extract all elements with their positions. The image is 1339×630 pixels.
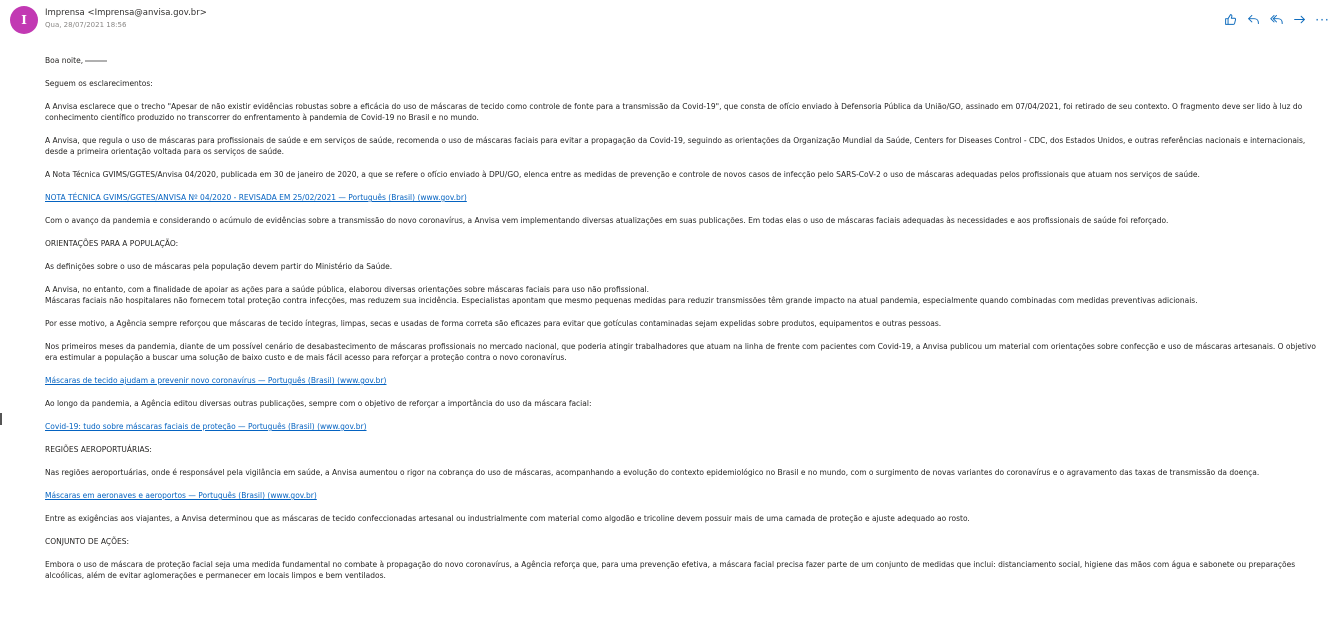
reply-button[interactable] <box>1245 11 1262 28</box>
heading-aeroportuarias: REGIÕES AEROPORTUÁRIAS: <box>45 445 152 454</box>
link-4-container <box>45 490 1328 501</box>
paragraph-6a: A Anvisa, no entanto, com a finalidade de apoiar as ações para a saúde pública, elaborou diversas orientações sobre máscaras faciais para uso não profissional. <box>45 285 650 294</box>
paragraph-9: Ao longo da pandemia, a Agência editou diversas outras publicações, sempre com o objetivo de reforçar a importância do uso da máscara facial: <box>45 399 592 408</box>
more-actions-button[interactable]: ··· <box>1315 12 1330 27</box>
link-aeronaves[interactable]: Máscaras em aeronaves e aeroportos — Português (Brasil) (www.gov.br) <box>45 491 317 500</box>
greeting-line <box>45 55 1328 66</box>
like-button[interactable] <box>1222 11 1239 28</box>
email-body <box>45 55 1328 593</box>
forward-icon <box>1293 13 1306 26</box>
paragraph-5: As definições sobre o uso de máscaras pela população devem partir do Ministério da Saúde. <box>45 262 393 271</box>
link-nota-tecnica[interactable]: NOTA TÉCNICA GVIMS/GGTES/ANVISA Nº 04/2020 - REVISADA EM 25/02/2021 — Português (Brasil) (www.gov.br) <box>45 193 467 202</box>
paragraph-10: Nas regiões aeroportuárias, onde é responsável pela vigilância em saúde, a Anvisa aumentou o rigor na cobrança do uso de máscaras, acompanhando a evolução do contexto epidemiológico no Brasil e no mundo, com o surgimento de novas variantes do coronavírus e o agravamento das taxas de transmissão da doença. <box>45 468 1260 477</box>
paragraph-6 <box>45 284 1328 306</box>
reply-icon <box>1247 13 1260 26</box>
link-covid-mascaras[interactable]: Covid-19: tudo sobre máscaras faciais de proteção — Português (Brasil) (www.gov.br) <box>45 422 367 431</box>
reply-all-button[interactable] <box>1268 11 1285 28</box>
forward-button[interactable] <box>1291 11 1308 28</box>
paragraph-3: A Nota Técnica GVIMS/GGTES/Anvisa 04/2020, publicada em 30 de janeiro de 2020, a que se refere o ofício enviado à DPU/GO, elenca entre as medidas de prevenção e controle de novos casos de infecção pelo SARS-CoV-2 o uso de máscaras adequadas pelos profissionais que atuam nos serviços de saúde. <box>45 170 1200 179</box>
greeting: Boa noite, <box>45 56 84 65</box>
message-actions <box>1222 11 1331 28</box>
paragraph-4: Com o avanço da pandemia e considerando o acúmulo de evidências sobre a transmissão do novo coronavírus, a Anvisa vem implementando diversas atualizações em suas publicações. Em todas elas o uso de máscaras faciais adequadas às necessidades e aos profissionais de saúde foi reforçado. <box>45 216 1169 225</box>
link-2-container <box>45 375 1328 386</box>
reply-all-icon <box>1270 13 1283 26</box>
sender-name[interactable]: Imprensa <Imprensa@anvisa.gov.br> <box>45 8 207 18</box>
heading-populacao: ORIENTAÇÕES PARA A POPULAÇÃO: <box>45 239 179 248</box>
paragraph-1: A Anvisa esclarece que o trecho "Apesar de não existir evidências robustas sobre a eficácia do uso de máscaras de tecido como controle de fonte para a transmissão da Covid-19", que consta de ofício enviado à Defensoria Pública da União/GO, assinado em 07/04/2021, foi retirado de seu contexto. O fragmento deve ser lido à luz do conhecimento científico produzido no transcorrer do enfrentamento à pandemia de Covid-19 no Brasil e no mundo. <box>45 102 1303 122</box>
intro-paragraph: Seguem os esclarecimentos: <box>45 79 153 88</box>
heading-conjunto: CONJUNTO DE AÇÕES: <box>45 537 129 546</box>
link-mascaras-tecido[interactable]: Máscaras de tecido ajudam a prevenir novo coronavírus — Português (Brasil) (www.gov.br) <box>45 376 387 385</box>
sender-avatar[interactable] <box>10 6 38 34</box>
scroll-marker <box>0 413 2 425</box>
paragraph-6b: Máscaras faciais não hospitalares não fornecem total proteção contra infecções, mas reduzem sua incidência. Especialistas apontam que mesmo pequenas medidas para reduzir transmissões têm grande impacto na atual pandemia, especialmente quando combinadas com medidas preventivas adicionais. <box>45 296 1198 305</box>
link-1-container <box>45 192 1328 203</box>
link-3-container <box>45 421 1328 432</box>
avatar-initial: I <box>21 13 27 27</box>
paragraph-2: A Anvisa, que regula o uso de máscaras para profissionais de saúde e em serviços de saúde, recomenda o uso de máscaras faciais para evitar a propagação da Covid-19, seguindo as orientações da Organização Mundial da Saúde, Centers for Diseases Control - CDC, dos Estados Unidos, e outras referências nacionais e internacionais, desde a primeira orientação voltada para os serviços de saúde. <box>45 136 1306 156</box>
thumbs-up-icon <box>1224 13 1237 26</box>
paragraph-7: Por esse motivo, a Agência sempre reforçou que máscaras de tecido íntegras, limpas, secas e usadas de forma correta são eficazes para evitar que gotículas contaminadas sejam expelidas sobre produtos, equipamentos e outras pessoas. <box>45 319 942 328</box>
redacted-name <box>85 60 107 62</box>
paragraph-8: Nos primeiros meses da pandemia, diante de um possível cenário de desabastecimento de máscaras profissionais no mercado nacional, que poderia atingir trabalhadores que atuam na linha de frente com pacientes com Covid-19, a Anvisa publicou um material com orientações sobre confecção e uso de máscaras artesanais. O objetivo era estimular a população a buscar uma solução de baixo custo e de mais fácil acesso para reforçar a proteção contra o novo coronavírus. <box>45 342 1317 362</box>
email-date: Qua, 28/07/2021 18:56 <box>45 21 127 29</box>
paragraph-12: Embora o uso de máscara de proteção facial seja uma medida fundamental no combate à propagação do novo coronavírus, a Agência reforça que, para uma prevenção efetiva, a máscara facial precisa fazer parte de um conjunto de medidas que inclui: distanciamento social, higiene das mãos com água e sabonete ou preparações alcoólicas, além de evitar aglomerações e permanecer em locais limpos e bem ventilados. <box>45 560 1296 580</box>
paragraph-11: Entre as exigências aos viajantes, a Anvisa determinou que as máscaras de tecido confeccionadas artesanal ou industrialmente com material como algodão e tricoline devem possuir mais de uma camada de proteção e ajuste adequado ao rosto. <box>45 514 970 523</box>
